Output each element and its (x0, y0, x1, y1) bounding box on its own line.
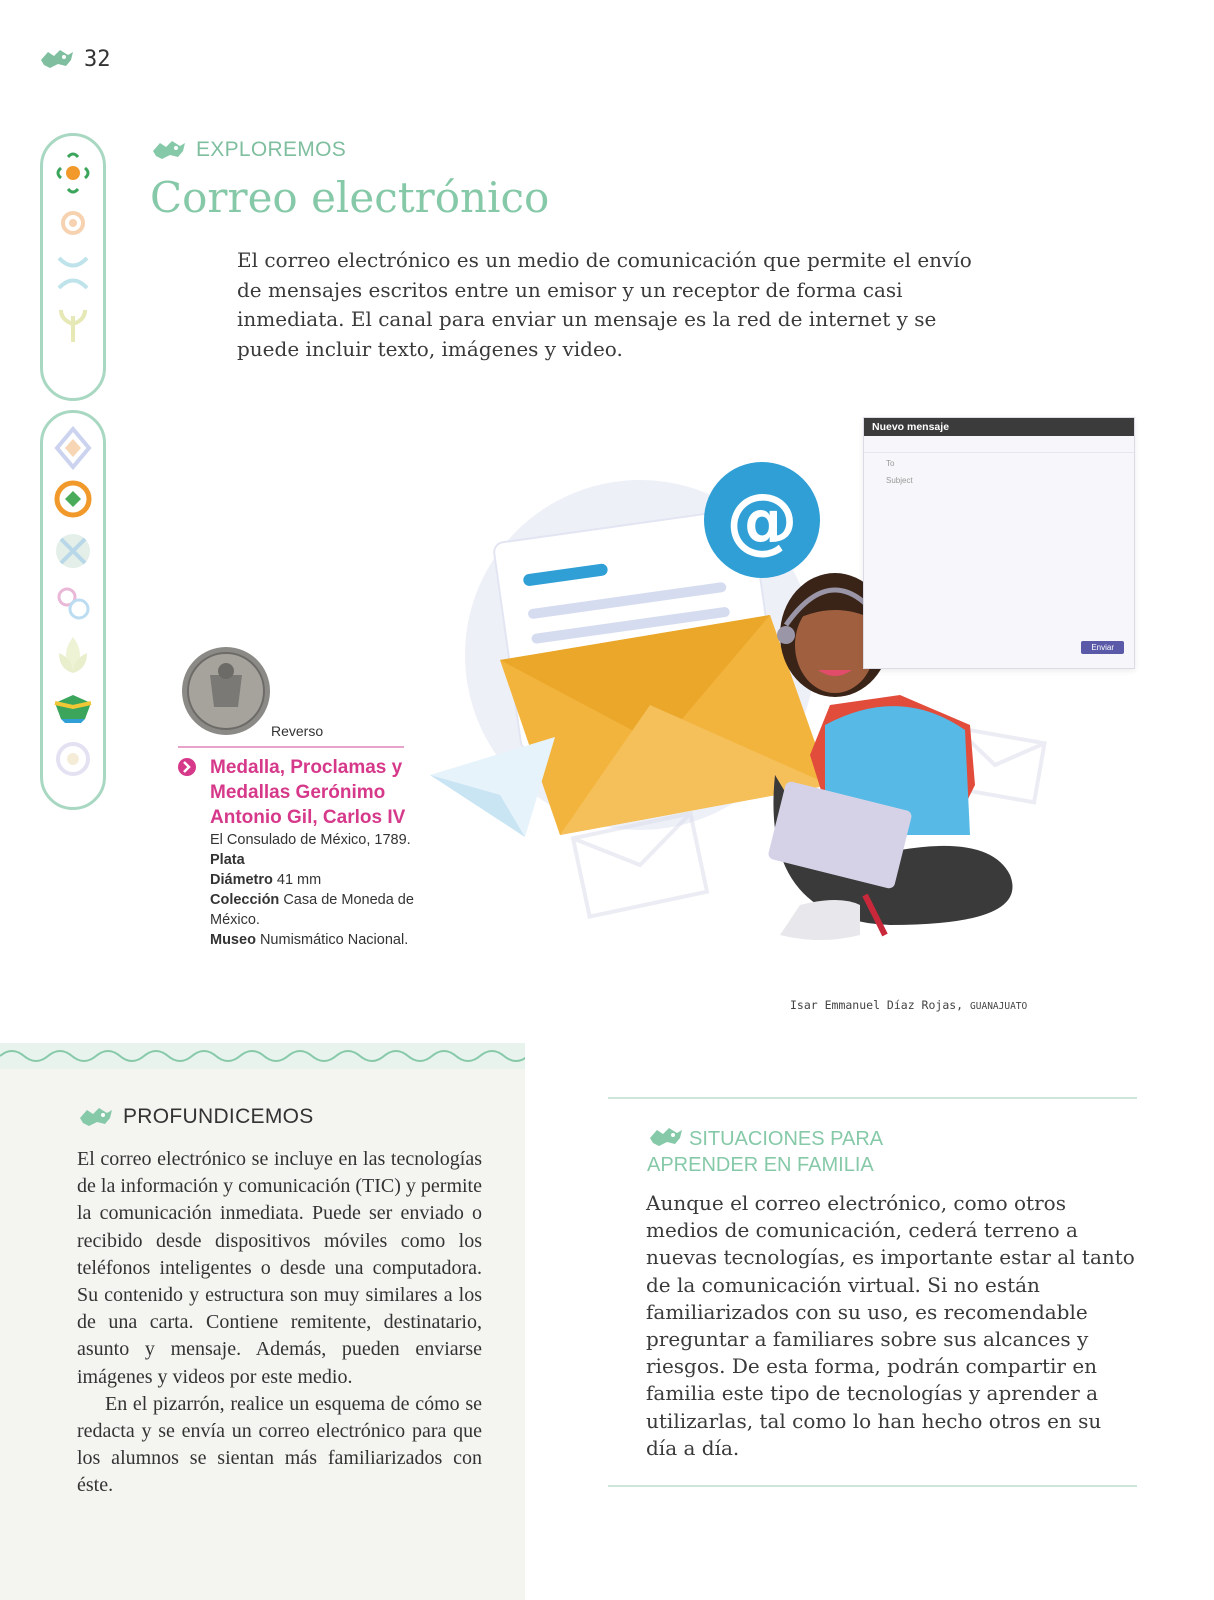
explore-tag (150, 137, 346, 163)
situaciones-tag-line1: SITUACIONES PARA (689, 1128, 884, 1150)
medal-collection-value: Casa de Moneda de México. (210, 892, 414, 928)
page-number-block (38, 46, 111, 72)
circle-figure-icon (51, 733, 95, 785)
page-number: 32 (84, 46, 111, 72)
profundicemos-tag (77, 1104, 314, 1130)
medal-diameter-label: Diámetro (210, 872, 273, 888)
glyph-figure-icon (38, 46, 76, 72)
profundicemos-tag-label: PROFUNDICEMOS (123, 1105, 314, 1128)
at-sign-icon (704, 462, 820, 578)
spiral-figure-icon (51, 577, 95, 629)
sun-figure-icon (51, 198, 95, 248)
medal-museum-label: Museo (210, 932, 256, 948)
credit-state: GUANAJUATO (970, 1001, 1028, 1012)
medal-origin: El Consulado de México, 1789. (210, 832, 411, 848)
profundicemos-text (77, 1146, 482, 1500)
email-window-title: Nuevo mensaje (864, 418, 1134, 436)
medal-collection-label: Colección (210, 892, 280, 908)
email-compose-window (863, 417, 1135, 669)
diamond-figure-icon (51, 423, 95, 473)
rail-lower (40, 410, 106, 810)
profundicemos-paragraph-1: El correo electrónico se incluye en las tecnologías de la información y comunicación (TIC) y permite la comunicación inmediata. Puede ser enviado o recibido desde dispositivos móviles como los teléfonos inteligentes o desde una computadora. Su contenido y estructura son muy similares a los de una carta. Contiene remitente, destinatario, asunto y mensaje. Además, pueden enviarse imágenes y videos por este medio. (77, 1148, 482, 1388)
situaciones-paragraph: Aunque el correo electrónico, como otros medios de comunicación, cederá terreno a nuevas tecnologías, es importante estar al tanto de la comunicación virtual. Si no están familiarizados con su uso, es recomendable preguntar a familiares sobre sus alcances y riesgos. De esta forma, podrán compartir en familia este tipo de tecnologías y aprender a utilizarlas, tal como lo han hecho otros en su día a día. (646, 1191, 1135, 1460)
subject-field-label: Subject (886, 476, 913, 485)
figures-pair-icon (51, 248, 95, 298)
paper-plane-icon (430, 737, 555, 837)
glyph-figure-icon (77, 1104, 115, 1130)
ayate-flower-icon (51, 148, 95, 198)
intro-paragraph: El correo electrónico es un medio de comunicación que permite el envío de mensajes escritos entre un emisor y un receptor de forma casi inmediata. El canal para enviar un mensaje es la red de internet y se puede incluir texto, imágenes y video. (237, 248, 972, 361)
profundicemos-paragraph-2: En el pizarrón, realice un esquema de cómo se redacta y se envía un correo electrónico para que los alumnos se sientan más familiarizados con éste. (77, 1392, 482, 1497)
situaciones-tag-text (647, 1126, 1047, 1178)
cross-figure-icon (51, 525, 95, 577)
send-button: Enviar (1081, 641, 1124, 654)
medal-diameter-value: 41 mm (276, 872, 322, 888)
medal-divider (178, 746, 404, 748)
medal-museum-value: Numismático Nacional. (259, 932, 409, 948)
medal-material: Plata (210, 852, 245, 868)
medal-details (210, 830, 415, 950)
wave-ornament-border (0, 1043, 525, 1069)
chevron-right-icon (178, 758, 196, 776)
lotus-figure-icon (51, 629, 95, 681)
explore-tag-label: EXPLOREMOS (196, 138, 347, 161)
situaciones-top-rule (608, 1097, 1137, 1099)
situaciones-bottom-rule (608, 1485, 1137, 1487)
credit-author: Isar Emmanuel Díaz Rojas, (790, 998, 964, 1012)
to-field-label: To (886, 459, 895, 468)
medal-coin-image (180, 645, 272, 737)
plant-figure-icon (51, 298, 95, 348)
medal-title: Medalla, Proclamas y Medallas Gerónimo Antonio Gil, Carlos IV (210, 757, 406, 828)
glyph-figure-icon (150, 137, 188, 163)
ring-figure-icon (51, 473, 95, 525)
earth-figure-icon (51, 681, 95, 733)
situaciones-tag-line2: APRENDER EN FAMILIA (647, 1154, 874, 1176)
medal-side-label: Reverso (271, 723, 324, 739)
rail-upper (40, 133, 106, 401)
illustration-credit (790, 998, 1027, 1012)
page-title: Correo electrónico (150, 173, 550, 222)
svg-text:@: @ (726, 478, 798, 562)
